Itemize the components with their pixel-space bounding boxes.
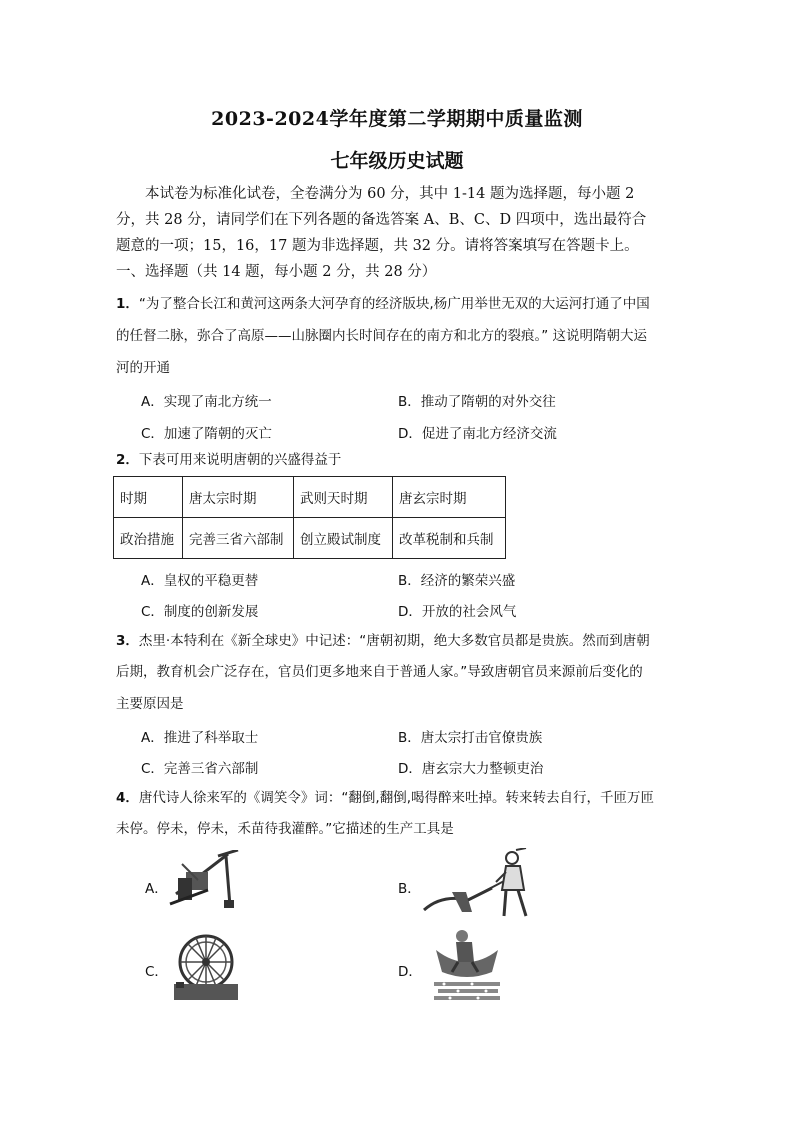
intro-line-3: 题意的一项；15，16，17 题为非选择题，共 32 分。请将答案填写在答题卡上。: [116, 238, 639, 254]
page-title: 2023-2024学年度第二学期期中质量监测: [211, 108, 583, 130]
q3-option-d[interactable]: D．唐玄宗大力整顿吏治: [398, 761, 544, 777]
table-cell: 政治措施: [114, 518, 183, 559]
table-cell: 时期: [114, 477, 183, 518]
question-1-line-1: [116, 288, 678, 320]
table-cell: 完善三省六部制: [183, 518, 294, 559]
table-cell: 唐太宗时期: [183, 477, 294, 518]
q3-option-b[interactable]: B．唐太宗打击官僚贵族: [398, 730, 543, 746]
q4-option-a[interactable]: A．: [145, 881, 168, 897]
page-subtitle: 七年级历史试题: [330, 150, 464, 172]
question-2-number: 2．: [116, 452, 139, 468]
farmer-plow-icon[interactable]: [422, 848, 534, 920]
table-cell: 改革税制和兵制: [393, 518, 506, 559]
question-1-line-2: 的任督二脉，弥合了高原——山脉圈内长时间存在的南方和北方的裂痕。” 这说明隋朝大运: [116, 328, 648, 344]
q1-option-a[interactable]: A．实现了南北方统一: [141, 394, 272, 410]
question-4-line-1: [116, 782, 678, 814]
question-3-text: 杰里·本特利在《新全球史》中记述：“唐朝初期，绝大多数官员都是贵族。然而到唐朝: [138, 633, 650, 649]
table-row: [114, 518, 506, 559]
q3-option-c[interactable]: C．完善三省六部制: [141, 761, 259, 777]
q4-option-d[interactable]: D．: [398, 964, 422, 980]
q4-option-b[interactable]: B．: [398, 881, 421, 897]
question-3-number: 3．: [116, 633, 139, 649]
question-3-line-2: 后期，教育机会广泛存在，官员们更多地来自于普通人家。”导致唐朝官员来源前后变化的: [116, 664, 643, 680]
question-4-text: 唐代诗人徐来军的《调笑令》词：“翻倒,翻倒,喝得醉来吐掉。转来转去自行，千匝万匝: [138, 790, 654, 806]
q2-option-b[interactable]: B．经济的繁荣兴盛: [398, 573, 516, 589]
section-heading: 一、选择题（共 14 题，每小题 2 分，共 28 分）: [116, 264, 437, 280]
q2-table: [113, 476, 506, 559]
q2-option-a[interactable]: A．皇权的平稳更替: [141, 573, 259, 589]
q3-option-a[interactable]: A．推进了科举取士: [141, 730, 259, 746]
q2-option-d[interactable]: D．开放的社会风气: [398, 604, 517, 620]
q1-option-c[interactable]: C．加速了隋朝的灭亡: [141, 426, 272, 442]
question-1-line-3: 河的开通: [116, 360, 170, 376]
table-row: [114, 477, 506, 518]
question-1-text: “为了整合长江和黄河这两条大河孕育的经济版块,杨广用举世无双的大运河打通了中国: [138, 296, 650, 312]
q1-option-d[interactable]: D．促进了南北方经济交流: [398, 426, 557, 442]
question-2-line: [116, 444, 678, 476]
question-3-line-1: [116, 625, 678, 657]
table-cell: 唐玄宗时期: [393, 477, 506, 518]
question-4-line-2: 未停。停未，停未，禾苗待我灌醉。”它描述的生产工具是: [116, 821, 454, 837]
table-cell: 武则天时期: [294, 477, 393, 518]
q4-option-c[interactable]: C．: [145, 964, 168, 980]
q2-option-c[interactable]: C．制度的创新发展: [141, 604, 259, 620]
water-treadle-icon[interactable]: [434, 928, 500, 1002]
question-2-text: 下表可用来说明唐朝的兴盛得益于: [138, 452, 342, 468]
intro-line-1: 本试卷为标准化试卷，全卷满分为 60 分，其中 1-14 题为选择题，每小题 2: [145, 186, 635, 202]
question-4-number: 4．: [116, 790, 139, 806]
table-cell: 创立殿试制度: [294, 518, 393, 559]
intro-line-2: 分，共 28 分，请同学们在下列各题的备选答案 A、B、C、D 四项中，选出最符合: [116, 212, 647, 228]
question-3-line-3: 主要原因是: [116, 696, 184, 712]
waterwheel-tongche-icon[interactable]: [174, 932, 238, 1000]
q1-option-b[interactable]: B．推动了隋朝的对外交往: [398, 394, 556, 410]
question-1-number: 1．: [116, 296, 139, 312]
quyuan-plow-icon[interactable]: [168, 850, 240, 910]
